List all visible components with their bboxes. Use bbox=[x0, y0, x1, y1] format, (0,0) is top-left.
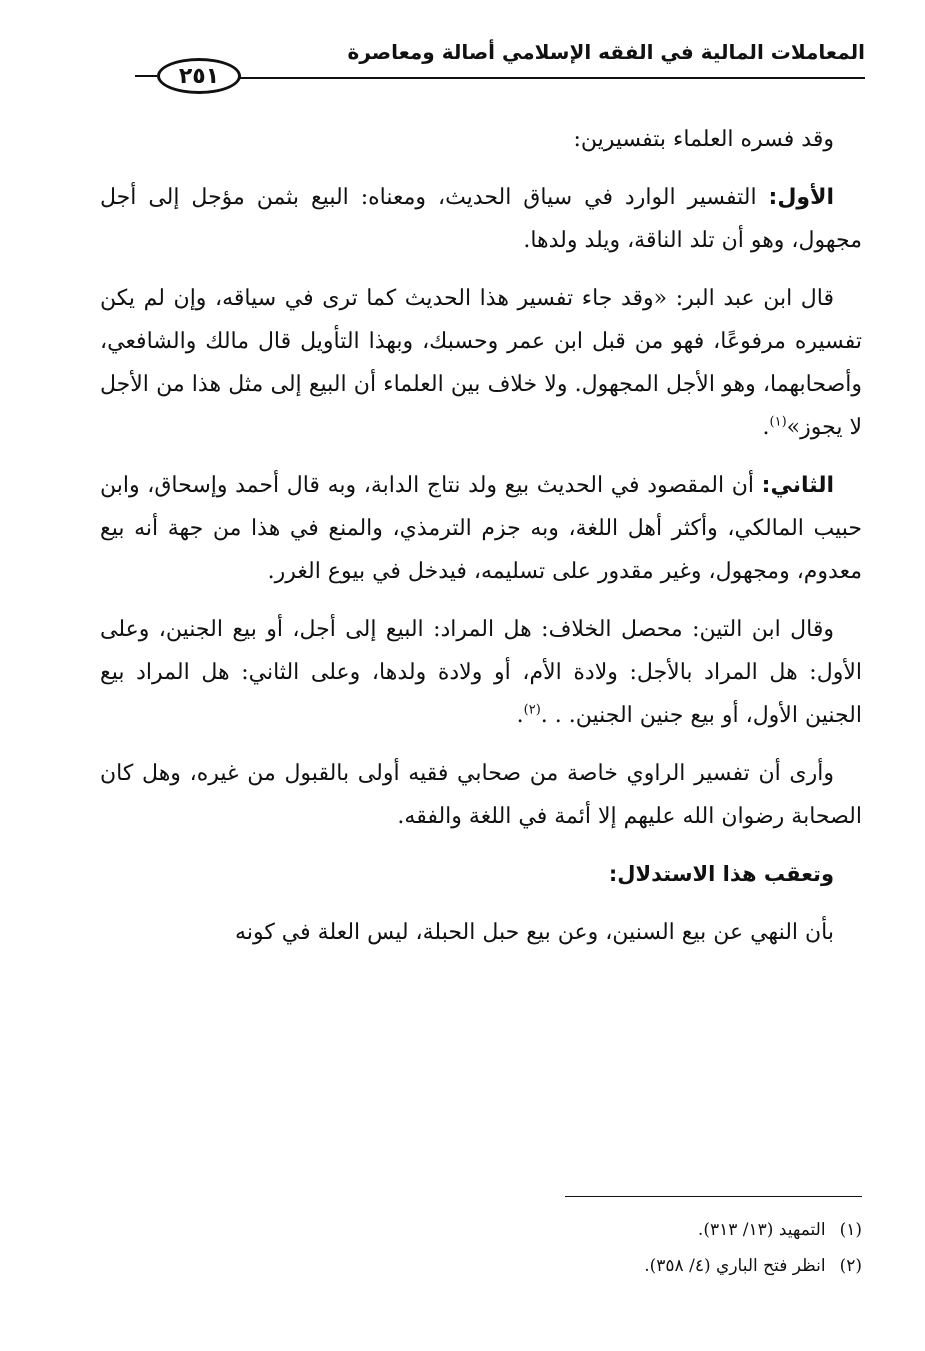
footnote-2 bbox=[100, 1248, 862, 1284]
page-header bbox=[95, 30, 865, 90]
footnote-1-number: (١) bbox=[839, 1220, 862, 1240]
paragraph-rebuttal: بأن النهي عن بيع السنين، وعن بيع حبل الحبلة، ليس العلة في كونه bbox=[235, 920, 834, 945]
oval-left-tail bbox=[135, 75, 157, 77]
footnote-ref-2[interactable]: (٢) bbox=[523, 702, 541, 718]
main-text bbox=[100, 118, 862, 969]
second-lead-label: الثاني: bbox=[761, 473, 834, 498]
quote-text: قال ابن عبد البر: «وقد جاء تفسير هذا الحديث كما ترى في سياقه، وإن لم يكن تفسيره مرفوعًا، فهو من قبل ابن عمر وحسبك، وبهذا التأويل قال مالك والشافعي، وأصحابهما، وهو الأجل المجهول. ولا خلاف بين العلماء أن البيع إلى مثل هذا من الأجل لا يجوز» bbox=[100, 286, 862, 440]
footnote-1-text: التمهيد (١٣/ ٣١٣). bbox=[697, 1220, 826, 1240]
subheading-paragraph bbox=[100, 853, 862, 896]
paragraph-second-interpretation bbox=[100, 464, 862, 593]
header-rule bbox=[205, 77, 865, 79]
ibn-al-tin-text: وقال ابن التين: محصل الخلاف: هل المراد: البيع إلى أجل، أو بيع الجنين، وعلى الأول: هل المراد بالأجل: ولادة الأم، أو ولادة ولدها، وعلى الثاني: هل المراد بيع الجنين الأول، أو بيع جنين الجنين. . . bbox=[100, 617, 862, 728]
paragraph-first-interpretation bbox=[100, 176, 862, 262]
footnote-separator bbox=[565, 1196, 862, 1197]
paragraph-ibn-abd-al-barr-quote bbox=[100, 277, 862, 449]
first-lead-label: الأول: bbox=[768, 185, 834, 210]
footnote-2-text: انظر فتح الباري (٤/ ٣٥٨). bbox=[644, 1256, 826, 1276]
quote-end: . bbox=[762, 415, 770, 440]
footnotes bbox=[100, 1212, 862, 1284]
subheading: وتعقب هذا الاستدلال: bbox=[608, 862, 834, 886]
first-interpretation-text: التفسير الوارد في سياق الحديث، ومعناه: البيع بثمن مؤجل إلى أجل مجهول، وهو أن تلد الناقة، ويلد ولدها. bbox=[100, 185, 862, 253]
footnote-ref-1[interactable]: (١) bbox=[769, 414, 787, 430]
ibn-al-tin-end: . bbox=[516, 703, 524, 728]
page-number: ٢٥١ bbox=[157, 58, 241, 94]
footnote-2-number: (٢) bbox=[839, 1256, 862, 1276]
footnote-1 bbox=[100, 1212, 862, 1248]
paragraph-author-opinion: وأرى أن تفسير الراوي خاصة من صحابي فقيه أولى بالقبول من غيره، وهل كان الصحابة رضوان الله عليهم إلا أئمة في اللغة والفقه. bbox=[100, 761, 862, 829]
paragraph-intro: وقد فسره العلماء بتفسيرين: bbox=[573, 127, 834, 152]
paragraph-ibn-al-tin bbox=[100, 608, 862, 737]
second-interpretation-text: أن المقصود في الحديث بيع ولد نتاج الدابة، وبه قال أحمد وإسحاق، وابن حبيب المالكي، وأكثر أهل اللغة، وبه جزم الترمذي، والمنع في هذا من جهة أنه بيع معدوم، ومجهول، وغير مقدور على تسليمه، فيدخل في بيوع الغرر. bbox=[100, 473, 862, 584]
running-title: المعاملات المالية في الفقه الإسلامي أصالة ومعاصرة bbox=[347, 40, 865, 64]
